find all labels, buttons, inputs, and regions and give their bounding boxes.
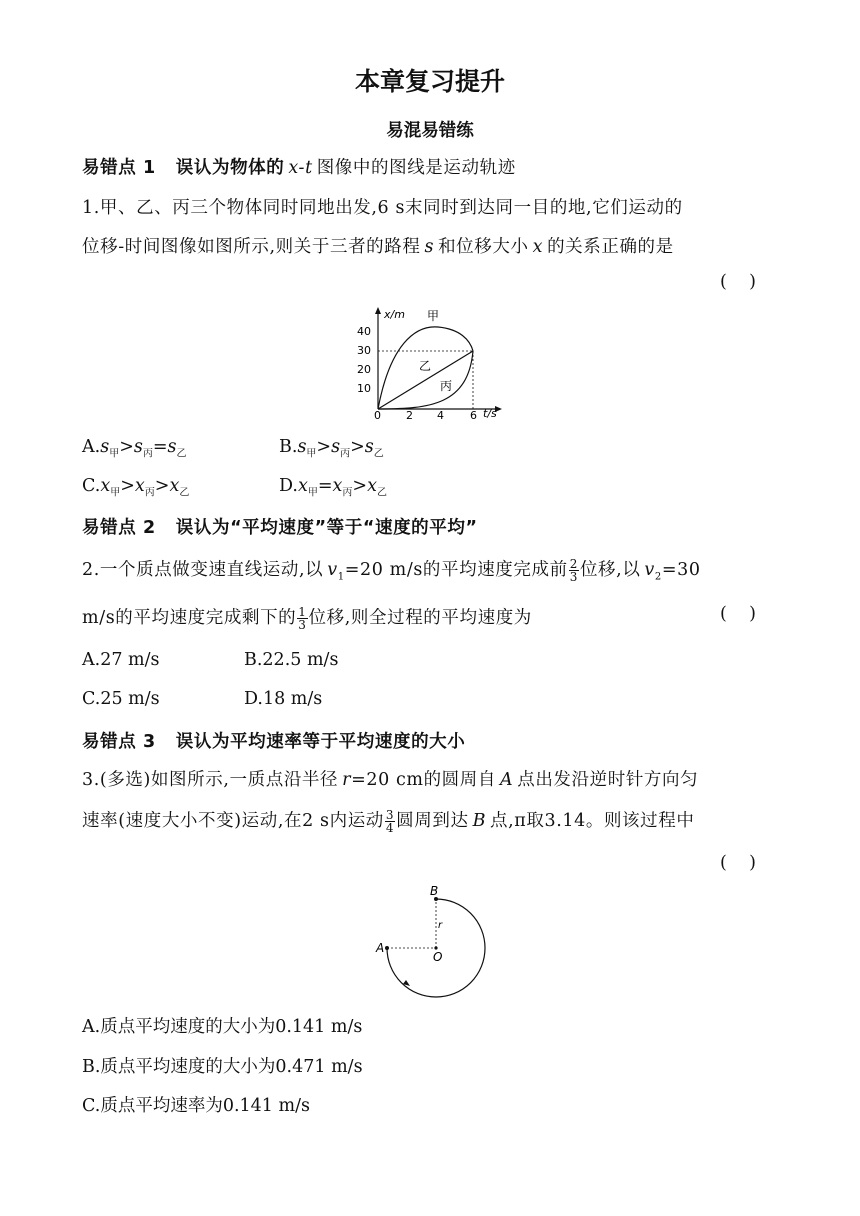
subscript: 乙 [176,448,187,460]
q2-option-a[interactable]: A.27 m/s [82,650,160,670]
variable: B [472,811,487,831]
subscript: 甲 [307,487,318,499]
text: =30 [661,560,701,580]
heading-text: 误认为“平均速度”等于“速度的平均” [175,518,478,538]
denominator: 3 [569,570,578,584]
variable: r [342,770,352,790]
q2-option-c[interactable]: C.25 m/s [82,689,160,709]
variable: s [297,437,307,457]
variable: v [644,560,655,580]
variable: s [133,437,143,457]
x-axis-label: t/s [483,407,497,420]
subscript: 乙 [179,487,190,499]
label-b: B [430,884,439,898]
heading-text: 误认为平均速率等于平均速度的大小 [175,732,466,752]
point-a [385,946,389,950]
variable: x [367,476,377,496]
variable: s [100,437,110,457]
variable: A [499,770,514,790]
q2-option-d[interactable]: D.18 m/s [244,689,323,709]
q3-stem-line2 [82,807,694,834]
operator: > [352,476,368,496]
variable: x [297,476,308,496]
q1-option-b[interactable] [279,437,384,460]
q3-option-b[interactable]: B.质点平均速度的大小为0.471 m/s [82,1057,363,1077]
y-axis-arrow [375,307,381,314]
operator: > [120,476,135,496]
q3-option-a[interactable]: A.质点平均速度的大小为0.141 m/s [82,1017,363,1037]
subscript: 丙 [142,448,153,460]
text: 位移-时间图像如图所示,则关于三者的路程 [82,237,421,257]
label-a: A [376,941,385,955]
variable: x [134,476,145,496]
operator: > [119,437,134,457]
error-point-1-heading [82,154,516,179]
subscript: 甲 [109,448,120,460]
curve-label-bing: 丙 [440,379,453,393]
operator: = [152,437,168,457]
y-tick-label: 10 [357,382,371,395]
text: 点出发沿逆时针方向匀 [517,770,699,790]
fraction-two-thirds [569,558,579,583]
numerator: 1 [298,605,307,619]
q2-option-b[interactable]: B.22.5 m/s [244,650,339,670]
option-prefix: A. [82,437,101,457]
q3-circle-figure [370,882,500,1002]
fraction-three-quarters [385,809,395,834]
text: 和位移大小 [438,237,529,257]
y-tick-label: 30 [357,344,371,357]
page-title: 本章复习提升 [354,67,505,96]
q2-stem-line2 [82,604,532,631]
option-prefix: D. [279,476,298,496]
text: 2.一个质点做变速直线运动,以 [82,560,324,580]
q2-stem-line1 [82,556,701,583]
q1-stem-line1: 1.甲、乙、丙三个物体同时同地出发,6 s末同时到达同一目的地,它们运动的 [82,198,683,218]
subscript: 乙 [373,448,384,460]
text: m/s的平均速度完成剩下的 [82,608,297,628]
subscript: 丙 [144,487,155,499]
q1-option-d[interactable] [279,476,387,499]
fraction-one-third [297,606,307,631]
q1-option-c[interactable] [82,476,189,499]
heading-text: 图像中的图线是运动轨迹 [316,158,516,178]
x-tick-label: 6 [470,409,477,422]
subscript: 丙 [340,448,351,460]
numerator: 3 [385,808,395,822]
error-point-label: 易错点 3 [82,732,156,752]
q1-option-a[interactable] [82,437,187,460]
q2-answer-bracket[interactable]: ( ) [720,604,756,624]
text: 位移,以 [579,560,641,580]
text: 圆周到达 [396,811,469,831]
error-point-label: 易错点 1 [82,158,156,178]
text: 位移,则全过程的平均速度为 [308,608,532,628]
x-tick-label: 2 [406,409,413,422]
operator: > [316,437,332,457]
subscript: 乙 [376,487,387,499]
heading-variable: x-t [288,158,313,178]
subscript: 甲 [306,448,317,460]
denominator: 3 [298,618,307,632]
heading-text: 误认为物体的 [175,158,285,178]
q1-answer-bracket[interactable]: ( ) [720,272,756,292]
text: 3.(多选)如图所示,一质点沿半径 [82,770,339,790]
variable: x [332,476,343,496]
option-prefix: B. [279,437,298,457]
operator: > [350,437,365,457]
variable: v [327,560,338,580]
label-o: O [433,950,443,964]
option-prefix: C. [82,476,101,496]
error-point-2-heading [82,514,478,539]
q1-stem-line2 [82,233,674,258]
text: 点,π取3.14。则该过程中 [490,811,695,831]
variable: x [532,237,544,257]
q3-answer-bracket[interactable]: ( ) [720,853,756,873]
variable: x [100,476,111,496]
subscript: 甲 [110,487,121,499]
label-r: r [438,920,443,931]
numerator: 2 [569,557,578,571]
operator: = [317,476,333,496]
subscript: 2 [654,571,662,583]
y-axis-label: x/m [384,308,405,321]
error-point-3-heading [82,728,465,753]
q3-option-c[interactable]: C.质点平均速率为0.141 m/s [82,1096,310,1116]
q3-stem-line1 [82,766,698,791]
operator: > [154,476,170,496]
subscript: 丙 [342,487,353,499]
variable: x [169,476,180,496]
y-tick-label: 20 [357,363,371,376]
curve-label-jia: 甲 [427,309,440,323]
variable: s [424,237,435,257]
y-tick-label: 40 [357,325,371,338]
text: =20 m/s的平均速度完成前 [344,560,568,580]
section-subtitle: 易混易错练 [386,121,474,141]
q1-position-time-graph [340,305,510,425]
x-tick-label: 0 [374,409,381,422]
denominator: 4 [385,821,395,835]
variable: s [364,437,374,457]
error-point-label: 易错点 2 [82,518,156,538]
variable: s [167,437,177,457]
text: 的关系正确的是 [547,237,674,257]
x-tick-label: 4 [437,409,444,422]
variable: s [331,437,341,457]
text: =20 cm的圆周自 [351,770,496,790]
text: 速率(速度大小不变)运动,在2 s内运动 [82,811,384,831]
subscript: 1 [337,571,345,583]
curve-label-yi: 乙 [419,359,432,373]
